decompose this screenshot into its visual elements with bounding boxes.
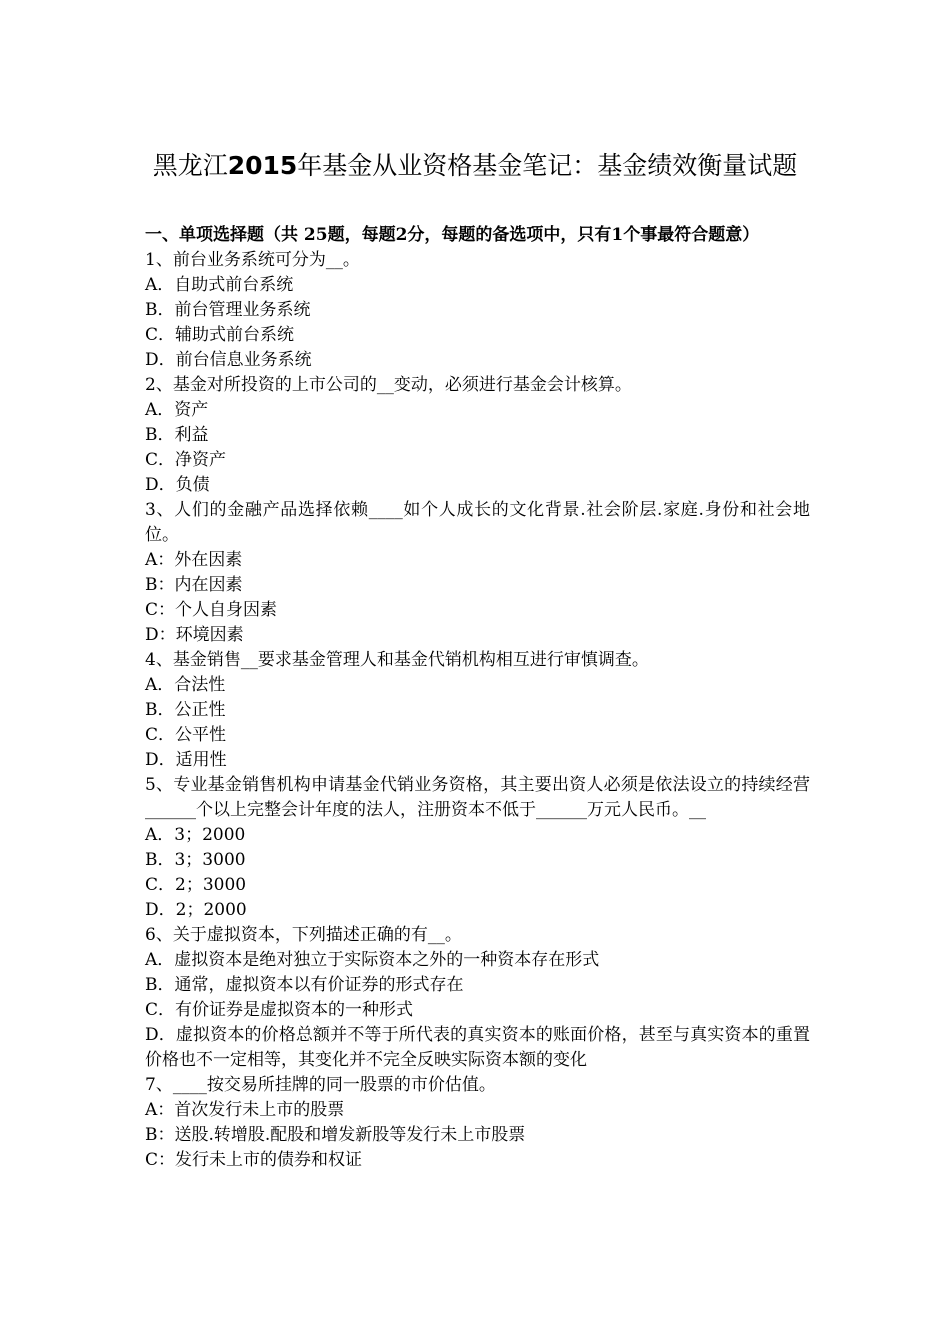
option-c: C：个人自身因素: [145, 600, 278, 620]
option-c: C．有价证券是虚拟资本的一种形式: [145, 1000, 414, 1020]
question-stem: 3、人们的金融产品选择依赖____如个人成长的文化背景.社会阶层.家庭.身份和社会地位。: [145, 500, 810, 545]
option-b: B：内在因素: [145, 575, 243, 595]
title-prefix: 黑龙江: [152, 151, 228, 180]
option-c: C：发行未上市的债券和权证: [145, 1150, 363, 1170]
document-title: [0, 148, 950, 184]
question-2: [145, 373, 810, 498]
option-a: A．自助式前台系统: [145, 275, 294, 295]
question-7: [145, 1073, 810, 1173]
question-stem: 7、____按交易所挂牌的同一股票的市价估值。: [145, 1075, 496, 1095]
option-a: A．3；2000: [145, 825, 246, 845]
option-d: D．适用性: [145, 750, 227, 770]
option-a: A：首次发行未上市的股票: [145, 1100, 345, 1120]
option-b: B．前台管理业务系统: [145, 300, 311, 320]
option-b: B．3；3000: [145, 850, 246, 870]
section-heading: 一、单项选择题（共 25题，每题2分，每题的备选项中，只有1个事最符合题意）: [145, 225, 760, 245]
question-5: [145, 773, 810, 923]
option-c: C．辅助式前台系统: [145, 325, 295, 345]
option-b: B．公正性: [145, 700, 226, 720]
option-c: C．2；3000: [145, 875, 247, 895]
option-b: B．通常，虚拟资本以有价证券的形式存在: [145, 975, 464, 995]
option-d: D．2；2000: [145, 900, 247, 920]
option-d: D．负债: [145, 475, 210, 495]
question-4: [145, 648, 810, 773]
option-d: D．前台信息业务系统: [145, 350, 312, 370]
question-1: [145, 248, 810, 373]
question-stem: 5、专业基金销售机构申请基金代销业务资格，其主要出资人必须是依法设立的持续经营______个以上完整会计年度的法人，注册资本不低于______万元人民币。__: [145, 775, 810, 820]
question-6: [145, 923, 810, 1073]
question-3: [145, 498, 810, 648]
question-stem: 4、基金销售__要求基金管理人和基金代销机构相互进行审慎调查。: [145, 650, 649, 670]
option-b: B．利益: [145, 425, 209, 445]
question-stem: 6、关于虚拟资本，下列描述正确的有__。: [145, 925, 462, 945]
question-stem: 2、基金对所投资的上市公司的__变动，必须进行基金会计核算。: [145, 375, 632, 395]
question-stem: 1、前台业务系统可分为__。: [145, 250, 360, 270]
title-suffix: 年基金从业资格基金笔记：基金绩效衡量试题: [297, 151, 798, 180]
option-c: C．公平性: [145, 725, 227, 745]
option-d: D：环境因素: [145, 625, 244, 645]
document-body: [145, 223, 810, 1173]
option-a: A．虚拟资本是绝对独立于实际资本之外的一种资本存在形式: [145, 950, 600, 970]
option-a: A．合法性: [145, 675, 226, 695]
option-b: B：送股.转增股.配股和增发新股等发行未上市股票: [145, 1125, 526, 1145]
title-year: 2015: [227, 151, 298, 180]
option-a: A．资产: [145, 400, 209, 420]
option-d: D．虚拟资本的价格总额并不等于所代表的真实资本的账面价格，甚至与真实资本的重置价格也不一定相等，其变化并不完全反映实际资本额的变化: [145, 1025, 810, 1070]
option-c: C．净资产: [145, 450, 227, 470]
option-a: A：外在因素: [145, 550, 243, 570]
